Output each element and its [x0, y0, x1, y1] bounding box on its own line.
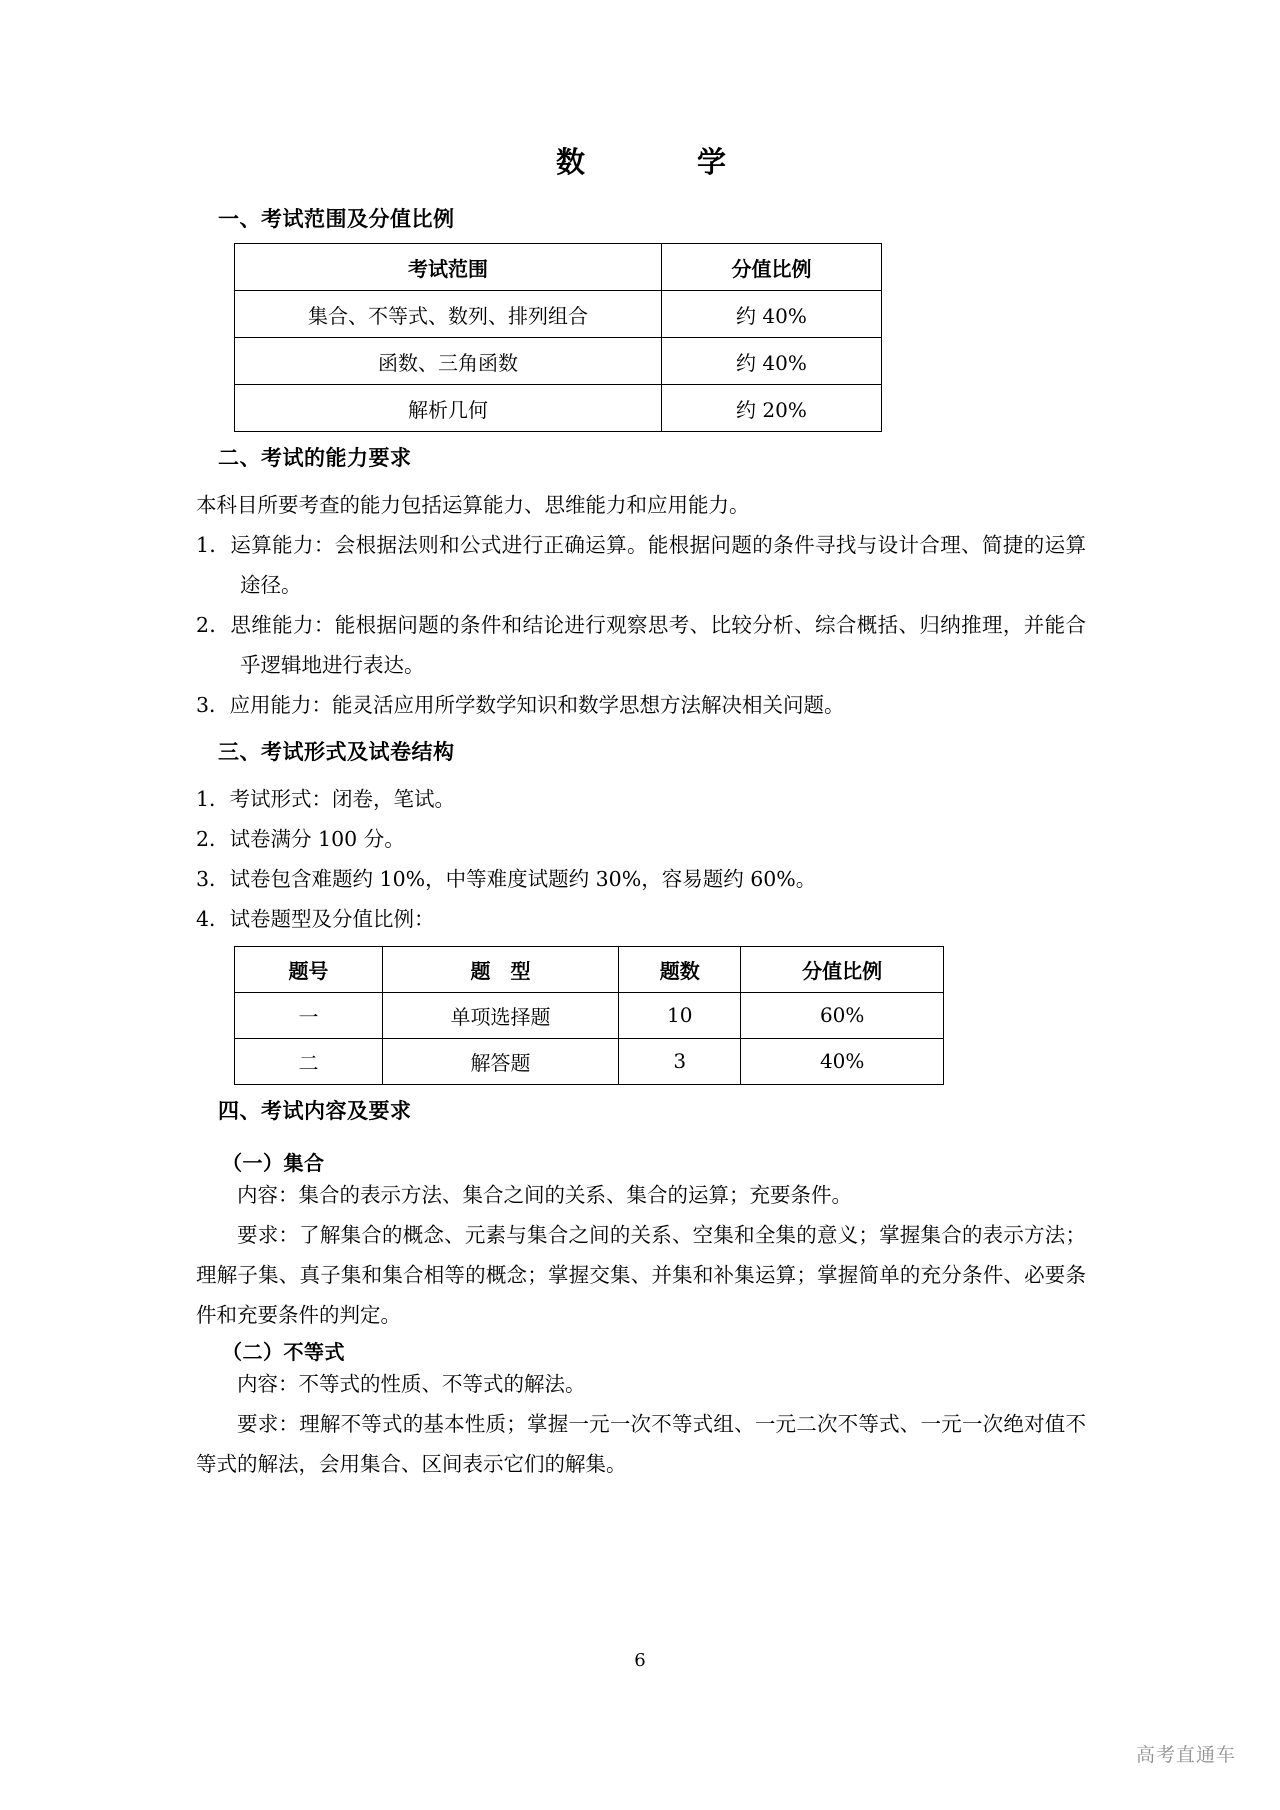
column-header-type: 题 型 [382, 946, 618, 992]
ability-item-1 [196, 526, 1086, 606]
watermark: 高考直通车 [1135, 1744, 1236, 1766]
cell-weight: 40% [741, 1038, 944, 1084]
format-item-4: 4．试卷题型及分值比例： [196, 906, 435, 931]
requirement-text: 了解集合的概念、元素与集合之间的关系、空集和全集的意义；掌握集合的表示方法；理解子集、真子集和集合相等的概念；掌握交集、并集和补集运算；掌握简单的充分条件、必要条件和充要条件的判定。 [196, 1222, 1087, 1327]
column-header-scope: 考试范围 [235, 244, 662, 291]
column-header-weight: 分值比例 [741, 946, 944, 992]
topic-heading-sets: （一）集合 [222, 1150, 325, 1175]
spacer [196, 766, 1086, 780]
ability-item-3-number: 3． [196, 692, 230, 717]
cell-scope: 解析几何 [235, 385, 662, 432]
requirement-text: 理解不等式的基本性质；掌握一元一次不等式组、一元二次不等式、一元一次绝对值不等式的解法，会用集合、区间表示它们的解集。 [196, 1411, 1087, 1476]
table-row [235, 338, 882, 385]
page-content [196, 0, 1086, 1484]
table-row [235, 992, 944, 1038]
topic-sets-requirement [196, 1216, 1086, 1336]
section-heading-two: 二、考试的能力要求 [218, 446, 412, 470]
topic-heading-inequalities: （二）不等式 [222, 1339, 345, 1364]
section-heading-three: 三、考试形式及试卷结构 [218, 739, 455, 764]
cell-number: 一 [235, 992, 383, 1038]
page-title: 数 学 [555, 145, 744, 179]
cell-weight: 60% [741, 992, 944, 1038]
format-item-3: 3．试卷包含难题约 10%，中等难度试题约 30%，容易题约 60%。 [196, 866, 817, 891]
exam-scope-table [234, 243, 882, 432]
question-type-table [234, 946, 944, 1085]
column-header-number: 题号 [235, 946, 383, 992]
table-row [235, 1038, 944, 1084]
spacer [196, 432, 1086, 442]
spacer [196, 726, 1086, 736]
ability-item-1-text: 运算能力：会根据法则和公式进行正确运算。能根据问题的条件寻找与设计合理、简捷的运算途径。 [230, 532, 1087, 597]
cell-scope: 函数、三角函数 [235, 338, 662, 385]
ability-item-3 [196, 686, 1086, 726]
cell-count: 10 [619, 992, 741, 1038]
content-text: 集合的表示方法、集合之间的关系、集合的运算；充要条件。 [298, 1182, 852, 1207]
table-row [235, 291, 882, 338]
column-header-count: 题数 [619, 946, 741, 992]
ability-item-2 [196, 606, 1086, 686]
table-row [235, 385, 882, 432]
format-item-1: 1．考试形式：闭卷，笔试。 [196, 786, 456, 811]
spacer [196, 1085, 1086, 1095]
page-number: 6 [634, 1650, 646, 1671]
requirement-label: 要求： [237, 1411, 300, 1436]
cell-weight: 约 20% [661, 385, 881, 432]
ability-item-2-number: 2． [196, 612, 231, 637]
column-header-weight: 分值比例 [661, 244, 881, 291]
table-header-row [235, 946, 944, 992]
topic-inequalities-requirement [196, 1405, 1086, 1485]
topic-inequalities-content [196, 1365, 1086, 1405]
cell-count: 3 [619, 1038, 741, 1084]
section-heading-one: 一、考试范围及分值比例 [218, 207, 455, 231]
content-label: 内容： [237, 1182, 299, 1207]
cell-scope: 集合、不等式、数列、排列组合 [235, 291, 662, 338]
ability-item-3-text: 应用能力：能灵活应用所学数学知识和数学思想方法解决相关问题。 [229, 692, 845, 717]
table-header-row [235, 244, 882, 291]
cell-weight: 约 40% [661, 338, 881, 385]
cell-type: 解答题 [382, 1038, 618, 1084]
abilities-intro: 本科目所要考查的能力包括运算能力、思维能力和应用能力。 [196, 493, 750, 517]
format-item-2: 2．试卷满分 100 分。 [196, 826, 405, 851]
section-heading-four: 四、考试内容及要求 [218, 1098, 412, 1123]
ability-item-1-number: 1． [196, 532, 231, 557]
topic-sets-content [196, 1176, 1086, 1216]
ability-item-2-text: 思维能力：能根据问题的条件和结论进行观察思考、比较分析、综合概括、归纳推理，并能合乎逻辑地进行表达。 [230, 612, 1087, 677]
cell-weight: 约 40% [661, 291, 881, 338]
spacer [196, 472, 1086, 486]
spacer [196, 1125, 1086, 1147]
content-label: 内容： [237, 1371, 299, 1396]
cell-number: 二 [235, 1038, 383, 1084]
content-text: 不等式的性质、不等式的解法。 [298, 1371, 586, 1396]
spacer [196, 181, 1086, 203]
cell-type: 单项选择题 [382, 992, 618, 1038]
requirement-label: 要求： [237, 1222, 300, 1247]
